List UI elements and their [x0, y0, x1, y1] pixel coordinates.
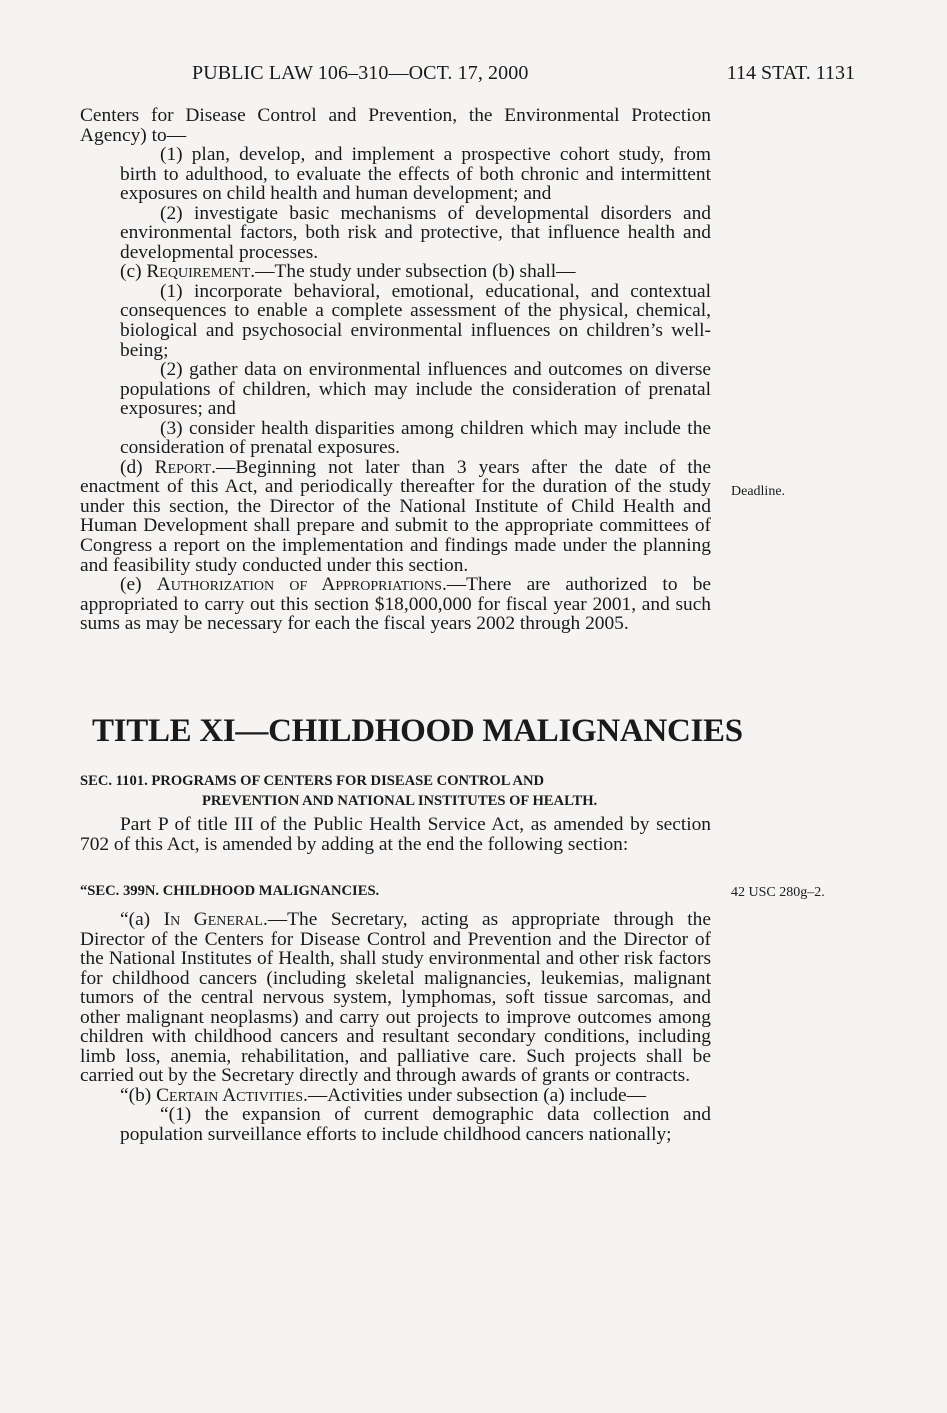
auth-label: (e)	[120, 574, 157, 596]
req-text: .—The study under subsection (b) shall—	[250, 261, 576, 283]
b-heading: Certain Activities	[156, 1084, 304, 1106]
body-text-section-1101	[80, 815, 711, 854]
a-label: “(a)	[120, 909, 164, 930]
paragraph-activity-1: “(1) the expansion of current demographic data collection and population surveillance efforts to include childhood cancers nationally;	[120, 1104, 711, 1146]
paragraph-req-1: (1) incorporate behavioral, emotional, educational, and contextual consequences to enable a complete assessment of the physical, chemical, biological and psychosocial environmental influences on children’s well-being;	[120, 280, 711, 361]
a-text: .—The Secretary, acting as appropriate through the Director of the Centers for Disease Control and Prevention and the Director of the National Institutes of Health, shall study environmental and other risk factors for childhood cancers (including skeletal malignancies, leukemias, malignant tumors of the central nervous system, lymphomas, soft tissue sarcomas, and other malignant neoplasms) and carry out projects to improve outcomes among children with childhood cancers and resultant secondary conditions, including limb loss, anemia, rehabilitation, and palliative care. Such projects shall be carried out by the Secretary directly and through awards of grants or contracts.	[80, 909, 711, 1087]
auth-text: .—There are authorized to be appropriated to carry out this section $18,000,000 for fiscal year 2001, and such sums as may be necessary for each the fiscal years 2002 through 2005.	[80, 574, 712, 635]
header-title: PUBLIC LAW 106–310—OCT. 17, 2000	[192, 62, 529, 84]
req-heading: Requirement	[146, 261, 251, 283]
section-1101-heading-line-2: PREVENTION AND NATIONAL INSTITUTES OF HEALTH.	[202, 793, 598, 809]
body-text-section-399n	[80, 910, 711, 1145]
a-heading: In General	[163, 909, 263, 930]
b-label: “(b)	[120, 1084, 157, 1106]
paragraph-item-1: (1) plan, develop, and implement a prospective cohort study, from birth to adulthood, to evaluate the effects of both chronic and intermittent exposures on child health and human development; and	[120, 144, 711, 205]
section-1101-heading-line-1: SEC. 1101. PROGRAMS OF CENTERS FOR DISEASE CONTROL AND	[80, 773, 545, 789]
margin-note-deadline: Deadline.	[731, 484, 786, 499]
header-page-number: 114 STAT. 1131	[726, 62, 855, 84]
paragraph-req-3: (3) consider health disparities among children which may include the consideration of prenatal exposures.	[120, 417, 711, 459]
paragraph-intro: Centers for Disease Control and Prevention, the Environmental Protection Agency) to—	[80, 105, 711, 146]
section-399n-heading: “SEC. 399N. CHILDHOOD MALIGNANCIES.	[80, 883, 380, 899]
auth-heading: Authorization of Appropriations	[156, 574, 442, 596]
section-1101-heading	[80, 771, 711, 811]
title-heading: TITLE XI—CHILDHOOD MALIGNANCIES	[92, 713, 743, 749]
paragraph-in-general	[80, 910, 711, 1086]
paragraph-authorization	[80, 575, 711, 634]
paragraph-report	[80, 458, 711, 575]
margin-note-usc: 42 USC 280g–2.	[731, 885, 825, 900]
paragraph-item-2: (2) investigate basic mechanisms of developmental disorders and environmental factors, both risk and protective, that influence health and developmental processes.	[120, 202, 711, 263]
running-header	[80, 57, 855, 89]
paragraph-req-2: (2) gather data on environmental influences and outcomes on diverse populations of children, which may include the consideration of prenatal exposures; and	[120, 359, 711, 420]
report-label: (d)	[120, 456, 155, 478]
report-text: .—Beginning not later than 3 years after the date of the enactment of this Act, and periodically thereafter for the duration of the study under this section, the Director of the National Institute of Child Health and Human Development shall prepare and submit to the appropriate committees of Congress a report on the implementation and findings made under the planning and feasibility study conducted under this section.	[80, 456, 712, 576]
report-heading: Report	[154, 456, 212, 478]
paragraph-certain-activities	[80, 1086, 711, 1106]
req-label: (c)	[120, 261, 147, 283]
paragraph-section-1101: Part P of title III of the Public Health Service Act, as amended by section 702 of this Act, is amended by adding at the end the following section:	[80, 814, 711, 855]
paragraph-requirement	[80, 262, 711, 282]
body-text-part1	[80, 106, 711, 634]
b-text: .—Activities under subsection (a) include—	[303, 1084, 647, 1106]
